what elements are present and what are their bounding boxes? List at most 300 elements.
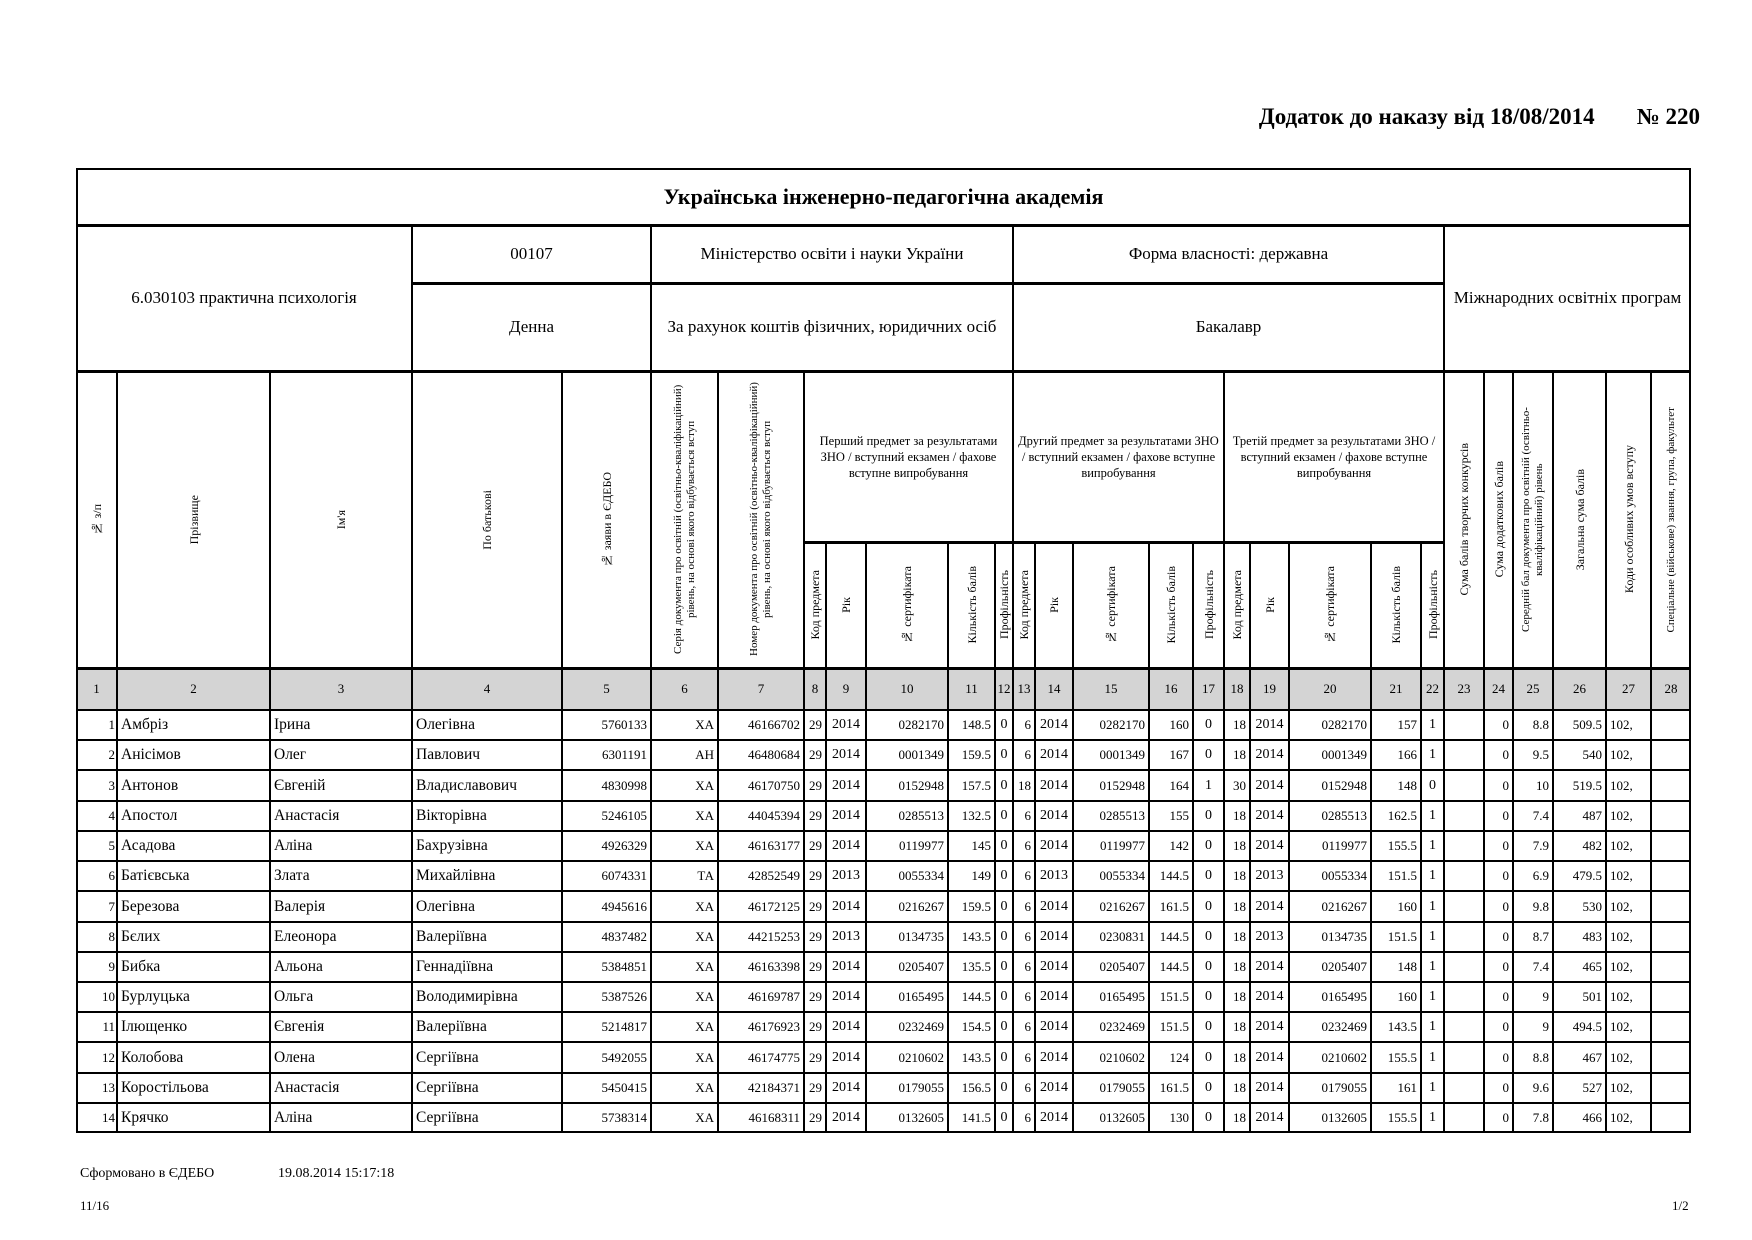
table-cell: 18 xyxy=(1224,1012,1250,1042)
table-cell: 29 xyxy=(804,710,826,740)
table-cell: ХА xyxy=(651,1103,718,1133)
table-cell: 1 xyxy=(1421,861,1444,891)
table-cell: 6 xyxy=(1013,1103,1035,1133)
table-cell: 0132605 xyxy=(1073,1103,1149,1133)
surname-cell: Крячко xyxy=(117,1103,270,1133)
col-header-26-text: Загальна сума балів xyxy=(1572,468,1587,571)
table-cell: ХА xyxy=(651,1073,718,1103)
table-cell xyxy=(1651,1103,1691,1133)
table-cell: 9.5 xyxy=(1513,740,1553,770)
col-number-4: 4 xyxy=(412,668,562,710)
col-header-6-text: Серія документа про освітній (освітньо-кваліфікаційний) рівень, на основі якого відбувається вступ xyxy=(671,384,697,655)
table-cell: 0 xyxy=(1193,891,1224,922)
table-cell: 0152948 xyxy=(866,770,948,801)
col-number-13: 13 xyxy=(1013,668,1035,710)
table-cell: 102, xyxy=(1606,982,1651,1012)
col-header-14-text: Рік xyxy=(1047,597,1061,613)
table-cell: 2014 xyxy=(1250,770,1289,801)
table-cell: 487 xyxy=(1553,801,1606,831)
table-cell: 144.5 xyxy=(948,982,995,1012)
table-cell: 467 xyxy=(1553,1042,1606,1073)
row-index: 10 xyxy=(76,982,117,1012)
table-cell: 5214817 xyxy=(562,1012,651,1042)
patronymic-cell: Михайлівна xyxy=(412,861,562,891)
table-cell: 102, xyxy=(1606,801,1651,831)
table-cell: 0 xyxy=(1484,922,1513,952)
table-cell: 157.5 xyxy=(948,770,995,801)
table-cell: 479.5 xyxy=(1553,861,1606,891)
table-cell: 0 xyxy=(1193,861,1224,891)
patronymic-cell: Павлович xyxy=(412,740,562,770)
table-cell: 5760133 xyxy=(562,710,651,740)
table-cell: 2013 xyxy=(826,861,866,891)
table-cell: 29 xyxy=(804,740,826,770)
table-cell: 0 xyxy=(1484,1012,1513,1042)
surname-cell: Бєлих xyxy=(117,922,270,952)
table-cell: 2014 xyxy=(826,891,866,922)
table-cell: 2014 xyxy=(1250,1073,1289,1103)
col-header-24-text: Сума додаткових балів xyxy=(1491,461,1506,578)
table-cell: 42184371 xyxy=(718,1073,804,1103)
table-cell: 0055334 xyxy=(1289,861,1371,891)
row-index: 3 xyxy=(76,770,117,801)
col-header-19-text: Рік xyxy=(1262,597,1277,613)
col-header-4 xyxy=(412,371,562,668)
patronymic-cell: Владиславович xyxy=(412,770,562,801)
table-cell: 6 xyxy=(1013,1012,1035,1042)
table-cell: 2014 xyxy=(826,801,866,831)
col-header-27 xyxy=(1606,371,1651,668)
col-number-27: 27 xyxy=(1606,668,1651,710)
table-cell: 0 xyxy=(1193,1103,1224,1133)
col-number-26: 26 xyxy=(1553,668,1606,710)
table-cell: 46172125 xyxy=(718,891,804,922)
table-cell xyxy=(1444,1042,1484,1073)
table-cell: 0179055 xyxy=(866,1073,948,1103)
table-cell: 29 xyxy=(804,1042,826,1073)
table-cell: 102, xyxy=(1606,891,1651,922)
table-cell: 145 xyxy=(948,831,995,861)
table-cell: 0205407 xyxy=(866,952,948,982)
table-cell: 4830998 xyxy=(562,770,651,801)
table-cell: 143.5 xyxy=(948,922,995,952)
table-cell: 102, xyxy=(1606,1042,1651,1073)
table-cell: 144.5 xyxy=(1149,861,1193,891)
surname-cell: Амбріз xyxy=(117,710,270,740)
table-cell: 0165495 xyxy=(866,982,948,1012)
table-cell: 6301191 xyxy=(562,740,651,770)
divider xyxy=(76,667,1691,670)
table-cell: 2014 xyxy=(826,1073,866,1103)
first-name-cell: Аліна xyxy=(270,831,412,861)
table-cell: 5492055 xyxy=(562,1042,651,1073)
patronymic-cell: Сергіївна xyxy=(412,1042,562,1073)
table-cell: ХА xyxy=(651,770,718,801)
table-cell: 2014 xyxy=(826,831,866,861)
table-cell: 155.5 xyxy=(1371,1103,1421,1133)
table-cell xyxy=(1444,1103,1484,1133)
col-header-2-text: Прізвище xyxy=(186,494,201,545)
col-header-22 xyxy=(1421,542,1444,668)
col-number-21: 21 xyxy=(1371,668,1421,710)
col-number-16: 16 xyxy=(1149,668,1193,710)
divider xyxy=(804,541,1444,544)
row-index: 11 xyxy=(76,1012,117,1042)
table-cell: 160 xyxy=(1149,710,1193,740)
table-cell: 18 xyxy=(1224,922,1250,952)
patronymic-cell: Валеріївна xyxy=(412,922,562,952)
table-cell: 102, xyxy=(1606,922,1651,952)
table-cell: 0 xyxy=(1484,861,1513,891)
table-cell: 0210602 xyxy=(1289,1042,1371,1073)
col-number-22: 22 xyxy=(1421,668,1444,710)
col-header-14 xyxy=(1035,542,1073,668)
col-header-28-text: Спеціальне (військове) звання, група, факультет xyxy=(1664,406,1677,633)
table-cell: 0134735 xyxy=(866,922,948,952)
table-cell: 0285513 xyxy=(1073,801,1149,831)
col-header-15 xyxy=(1073,542,1149,668)
table-cell: 0 xyxy=(1484,740,1513,770)
table-cell: 42852549 xyxy=(718,861,804,891)
table-cell: 0 xyxy=(1193,982,1224,1012)
table-cell: 0132605 xyxy=(866,1103,948,1133)
table-cell: 6 xyxy=(1013,922,1035,952)
table-cell: 0232469 xyxy=(866,1012,948,1042)
table-cell: 162.5 xyxy=(1371,801,1421,831)
table-cell: 130 xyxy=(1149,1103,1193,1133)
table-cell: 0 xyxy=(1193,831,1224,861)
study-form-cell: Денна xyxy=(412,283,651,371)
table-cell: 0 xyxy=(995,770,1013,801)
table-cell: 166 xyxy=(1371,740,1421,770)
table-cell: 18 xyxy=(1224,801,1250,831)
table-cell xyxy=(1444,952,1484,982)
table-cell: 1 xyxy=(1421,1042,1444,1073)
table-cell: 2013 xyxy=(826,922,866,952)
table-cell: 0210602 xyxy=(866,1042,948,1073)
table-cell xyxy=(1444,801,1484,831)
table-cell: 0119977 xyxy=(866,831,948,861)
table-cell: 0 xyxy=(995,1042,1013,1073)
table-cell: 2014 xyxy=(1250,1042,1289,1073)
table-cell: ХА xyxy=(651,1012,718,1042)
table-cell xyxy=(1651,740,1691,770)
table-cell: 6 xyxy=(1013,891,1035,922)
table-cell: 102, xyxy=(1606,740,1651,770)
table-cell: 0 xyxy=(1484,891,1513,922)
table-cell: ХА xyxy=(651,952,718,982)
table-cell: 46166702 xyxy=(718,710,804,740)
col-number-7: 7 xyxy=(718,668,804,710)
col-header-13-text: Код предмета xyxy=(1017,570,1031,640)
col-number-2: 2 xyxy=(117,668,270,710)
table-cell xyxy=(1444,922,1484,952)
table-cell: 0 xyxy=(995,831,1013,861)
table-cell: 29 xyxy=(804,952,826,982)
table-cell: 160 xyxy=(1371,891,1421,922)
table-cell: 0 xyxy=(1484,982,1513,1012)
table-cell: 2014 xyxy=(1250,982,1289,1012)
table-cell: 494.5 xyxy=(1553,1012,1606,1042)
table-cell: 0216267 xyxy=(1073,891,1149,922)
table-cell: 44215253 xyxy=(718,922,804,952)
table-cell: 151.5 xyxy=(1371,861,1421,891)
table-cell: 151.5 xyxy=(1149,982,1193,1012)
table-cell: 0 xyxy=(1193,1042,1224,1073)
table-cell: 1 xyxy=(1421,801,1444,831)
patronymic-cell: Вікторівна xyxy=(412,801,562,831)
table-cell: 0230831 xyxy=(1073,922,1149,952)
table-cell: 44045394 xyxy=(718,801,804,831)
first-name-cell: Злата xyxy=(270,861,412,891)
row-index: 8 xyxy=(76,922,117,952)
table-cell xyxy=(1444,891,1484,922)
table-cell: 9.6 xyxy=(1513,1073,1553,1103)
table-cell: 2014 xyxy=(1035,770,1073,801)
table-cell: 1 xyxy=(1421,831,1444,861)
table-cell xyxy=(1651,982,1691,1012)
table-cell: 0 xyxy=(1484,1042,1513,1073)
col-number-3: 3 xyxy=(270,668,412,710)
table-cell: 102, xyxy=(1606,770,1651,801)
table-cell: 46169787 xyxy=(718,982,804,1012)
table-cell: 2014 xyxy=(1250,1012,1289,1042)
table-cell: 164 xyxy=(1149,770,1193,801)
col-number-8: 8 xyxy=(804,668,826,710)
table-cell: 0165495 xyxy=(1289,982,1371,1012)
col-header-16-text: Кількість балів xyxy=(1164,566,1178,644)
table-cell: 5738314 xyxy=(562,1103,651,1133)
table-cell: 18 xyxy=(1224,710,1250,740)
table-cell: 8.7 xyxy=(1513,922,1553,952)
table-cell: 1 xyxy=(1421,1073,1444,1103)
table-cell: 141.5 xyxy=(948,1103,995,1133)
table-cell: 2014 xyxy=(1035,1103,1073,1133)
table-cell: 18 xyxy=(1224,891,1250,922)
table-cell: 0285513 xyxy=(866,801,948,831)
table-cell: 0 xyxy=(995,982,1013,1012)
col-number-24: 24 xyxy=(1484,668,1513,710)
table-cell: 0285513 xyxy=(1289,801,1371,831)
table-cell: 2014 xyxy=(826,952,866,982)
table-cell: 2014 xyxy=(1035,952,1073,982)
table-cell: 2014 xyxy=(1035,922,1073,952)
table-cell: ХА xyxy=(651,710,718,740)
table-cell xyxy=(1444,1073,1484,1103)
patronymic-cell: Олегівна xyxy=(412,710,562,740)
surname-cell: Березова xyxy=(117,891,270,922)
surname-cell: Батієвська xyxy=(117,861,270,891)
table-cell: 46170750 xyxy=(718,770,804,801)
row-index: 1 xyxy=(76,710,117,740)
table-cell: 18 xyxy=(1224,982,1250,1012)
table-cell: 1 xyxy=(1421,740,1444,770)
table-cell: 0 xyxy=(995,1103,1013,1133)
order-number: № 220 xyxy=(1636,104,1700,129)
table-cell: 0 xyxy=(995,1012,1013,1042)
first-name-cell: Олена xyxy=(270,1042,412,1073)
subject-group-3: Третій предмет за результатами ЗНО / вступний екзамен / фахове вступне випробування xyxy=(1224,371,1444,542)
table-cell: 0152948 xyxy=(1289,770,1371,801)
col-number-14: 14 xyxy=(1035,668,1073,710)
table-cell: 29 xyxy=(804,861,826,891)
col-header-26 xyxy=(1553,371,1606,668)
row-index: 12 xyxy=(76,1042,117,1073)
table-cell: 8.8 xyxy=(1513,1042,1553,1073)
table-cell: ХА xyxy=(651,1042,718,1073)
table-cell xyxy=(1444,982,1484,1012)
table-cell: 151.5 xyxy=(1149,1012,1193,1042)
table-cell: 18 xyxy=(1224,1073,1250,1103)
col-header-16 xyxy=(1149,542,1193,668)
table-cell: 4945616 xyxy=(562,891,651,922)
table-cell: 0 xyxy=(1484,831,1513,861)
table-cell xyxy=(1651,801,1691,831)
table-cell: 0 xyxy=(1193,1012,1224,1042)
table-cell: ХА xyxy=(651,831,718,861)
patronymic-cell: Валеріївна xyxy=(412,1012,562,1042)
col-header-7 xyxy=(718,371,804,668)
table-cell: 151.5 xyxy=(1371,922,1421,952)
table-cell: 18 xyxy=(1224,1103,1250,1133)
table-cell: 5246105 xyxy=(562,801,651,831)
table-cell: 0179055 xyxy=(1073,1073,1149,1103)
table-cell: 2013 xyxy=(1250,922,1289,952)
col-header-9-text: Рік xyxy=(839,597,853,613)
col-number-23: 23 xyxy=(1444,668,1484,710)
table-cell: 102, xyxy=(1606,1012,1651,1042)
col-header-28 xyxy=(1651,371,1691,668)
table-cell: 29 xyxy=(804,982,826,1012)
table-cell: 9 xyxy=(1513,1012,1553,1042)
table-cell: 0 xyxy=(995,1073,1013,1103)
first-name-cell: Олег xyxy=(270,740,412,770)
col-header-25 xyxy=(1513,371,1553,668)
divider xyxy=(412,282,1444,285)
col-number-10: 10 xyxy=(866,668,948,710)
table-cell: 2014 xyxy=(826,710,866,740)
table-cell: 159.5 xyxy=(948,891,995,922)
table-cell: 0 xyxy=(1484,801,1513,831)
table-cell: АН xyxy=(651,740,718,770)
first-name-cell: Євгенія xyxy=(270,1012,412,1042)
row-index: 13 xyxy=(76,1073,117,1103)
surname-cell: Бибка xyxy=(117,952,270,982)
table-cell: ХА xyxy=(651,801,718,831)
table-cell: 2014 xyxy=(1250,710,1289,740)
institution-title: Українська інженерно-педагогічна академія xyxy=(76,168,1691,225)
surname-cell: Асадова xyxy=(117,831,270,861)
col-header-15-text: № сертифіката xyxy=(1104,566,1118,644)
table-cell xyxy=(1444,861,1484,891)
funding-cell: За рахунок коштів фізичних, юридичних осіб xyxy=(651,283,1013,371)
table-cell: 0 xyxy=(1193,740,1224,770)
table-cell: 2014 xyxy=(1035,710,1073,740)
col-header-2 xyxy=(117,371,270,668)
surname-cell: Апостол xyxy=(117,801,270,831)
surname-cell: Колобова xyxy=(117,1042,270,1073)
table-cell: 29 xyxy=(804,1012,826,1042)
col-number-1: 1 xyxy=(76,668,117,710)
col-number-19: 19 xyxy=(1250,668,1289,710)
subject-group-2: Другий предмет за результатами ЗНО / вступний екзамен / фахове вступне випробування xyxy=(1013,371,1224,542)
table-cell xyxy=(1651,891,1691,922)
table-cell: 29 xyxy=(804,770,826,801)
col-number-11: 11 xyxy=(948,668,995,710)
divider xyxy=(76,370,1691,373)
table-cell: 0 xyxy=(1484,710,1513,740)
table-cell xyxy=(1651,861,1691,891)
col-header-1-text: № з/п xyxy=(89,503,104,536)
table-cell: 143.5 xyxy=(1371,1012,1421,1042)
col-header-13 xyxy=(1013,542,1035,668)
table-cell: 6 xyxy=(1013,861,1035,891)
table-cell xyxy=(1651,831,1691,861)
col-header-5-text: № заяви в ЄДЕБО xyxy=(599,471,614,568)
table-cell: 102, xyxy=(1606,1103,1651,1133)
table-cell: 8.8 xyxy=(1513,710,1553,740)
table-cell: 1 xyxy=(1421,982,1444,1012)
table-cell: 156.5 xyxy=(948,1073,995,1103)
table-cell: 10 xyxy=(1513,770,1553,801)
col-number-25: 25 xyxy=(1513,668,1553,710)
table-cell: 0 xyxy=(1484,1103,1513,1133)
table-cell: 102, xyxy=(1606,861,1651,891)
col-header-21-text: Кількість балів xyxy=(1389,566,1403,644)
table-cell: 154.5 xyxy=(948,1012,995,1042)
col-header-9 xyxy=(826,542,866,668)
table-cell: 2014 xyxy=(826,1042,866,1073)
table-cell: 161 xyxy=(1371,1073,1421,1103)
table-cell: 0216267 xyxy=(1289,891,1371,922)
table-cell: 2014 xyxy=(826,740,866,770)
col-header-17-text: Профільність xyxy=(1201,570,1216,640)
footer-code: 11/16 xyxy=(80,1198,110,1213)
col-number-5: 5 xyxy=(562,668,651,710)
col-header-8 xyxy=(804,542,826,668)
table-cell: 102, xyxy=(1606,710,1651,740)
table-cell: 0 xyxy=(1484,770,1513,801)
col-number-15: 15 xyxy=(1073,668,1149,710)
table-cell: ХА xyxy=(651,891,718,922)
table-cell: 2014 xyxy=(826,770,866,801)
table-cell: 18 xyxy=(1224,740,1250,770)
table-cell: 0 xyxy=(1193,801,1224,831)
first-name-cell: Альона xyxy=(270,952,412,982)
table-cell: 0205407 xyxy=(1073,952,1149,982)
table-cell: 1 xyxy=(1421,710,1444,740)
col-number-20: 20 xyxy=(1289,668,1371,710)
patronymic-cell: Бахрузівна xyxy=(412,831,562,861)
table-cell: 1 xyxy=(1193,770,1224,801)
table-cell: 6074331 xyxy=(562,861,651,891)
table-cell xyxy=(1651,710,1691,740)
table-cell: 519.5 xyxy=(1553,770,1606,801)
first-name-cell: Євгеній xyxy=(270,770,412,801)
surname-cell: Антонов xyxy=(117,770,270,801)
table-cell: 46163177 xyxy=(718,831,804,861)
col-header-23-text: Сума балів творчих конкурсів xyxy=(1457,443,1471,596)
table-cell: 2014 xyxy=(1250,952,1289,982)
col-header-25-text: Середній бал документа про освітній (освітньо-кваліфікаційний) рівень xyxy=(1520,407,1545,632)
col-header-22-text: Профільність xyxy=(1425,570,1440,640)
table-cell: 482 xyxy=(1553,831,1606,861)
table-cell: 148 xyxy=(1371,770,1421,801)
first-name-cell: Валерія xyxy=(270,891,412,922)
table-cell xyxy=(1444,710,1484,740)
col-header-10-text: № сертифіката xyxy=(900,566,914,644)
table-cell: 5450415 xyxy=(562,1073,651,1103)
